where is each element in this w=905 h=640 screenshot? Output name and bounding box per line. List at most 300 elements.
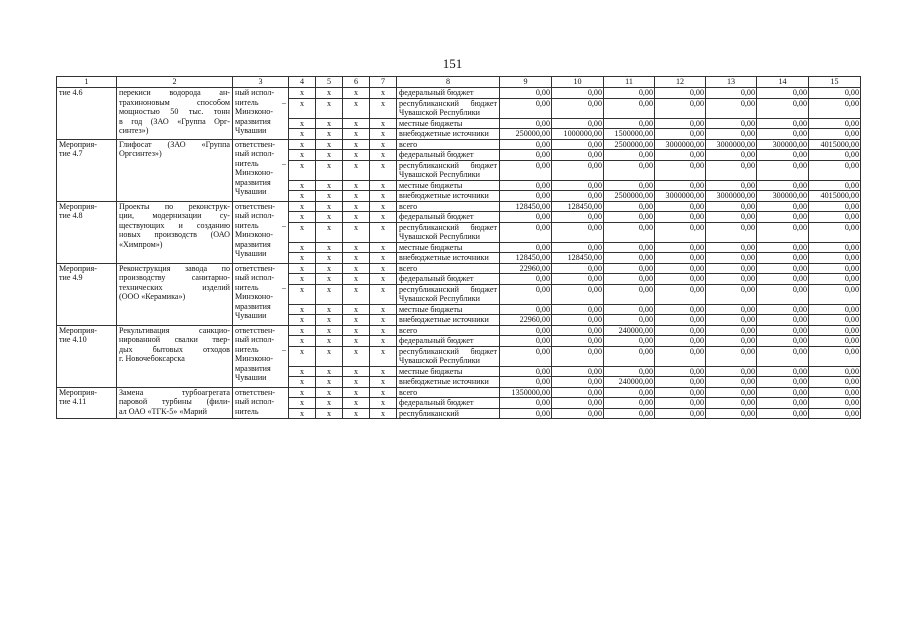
measure-name-line: (ООО «Керамика») (119, 292, 186, 301)
measure-name (117, 139, 233, 201)
amount-cell: 0,00 (604, 98, 655, 118)
funding-source: местные бюджеты (397, 242, 500, 253)
responsible-line: нитель – (235, 282, 286, 292)
header-cell: 3 (233, 77, 289, 88)
amount-cell: 22960,00 (500, 263, 552, 274)
x-mark-cell: х (316, 315, 343, 326)
responsible-line: нитель – (235, 344, 286, 354)
amount-cell: 0,00 (500, 336, 552, 347)
responsible-line: мразвития (235, 239, 271, 249)
header-cell: 2 (117, 77, 233, 88)
x-mark-cell: х (370, 263, 397, 274)
measure-name-line: трахиноновым способом (119, 97, 230, 107)
amount-cell: 0,00 (604, 180, 655, 191)
amount-cell: 0,00 (809, 212, 861, 223)
responsible-line: Минэконо- (235, 230, 273, 239)
amount-cell: 0,00 (552, 346, 604, 366)
x-mark-cell: х (370, 139, 397, 150)
funding-source: всего (397, 387, 500, 398)
amount-cell: 0,00 (757, 212, 809, 223)
amount-cell: 0,00 (757, 129, 809, 140)
amount-cell: 0,00 (757, 263, 809, 274)
x-mark-cell: х (289, 242, 316, 253)
amount-cell: 0,00 (500, 222, 552, 242)
x-mark-cell: х (370, 191, 397, 202)
table-row (57, 263, 861, 274)
measure-name-line: ции, модернизации су- (119, 211, 230, 220)
x-mark-cell: х (316, 366, 343, 377)
measure-id-line: Мероприя- (59, 139, 97, 149)
amount-cell: 0,00 (552, 242, 604, 253)
amount-cell: 0,00 (500, 398, 552, 409)
amount-cell: 0,00 (500, 118, 552, 129)
responsible-line: Чувашии (235, 249, 267, 258)
responsible-line: нитель – (235, 97, 286, 107)
amount-cell: 0,00 (552, 88, 604, 99)
funding-source: всего (397, 325, 500, 336)
responsible-line: Чувашии (235, 311, 267, 320)
responsible-line: ответствен- (235, 201, 276, 211)
amount-cell: 0,00 (809, 129, 861, 140)
amount-cell: 0,00 (809, 284, 861, 304)
amount-cell: 0,00 (706, 387, 757, 398)
amount-cell: 0,00 (604, 315, 655, 326)
amount-cell: 4015000,00 (809, 139, 861, 150)
amount-cell: 0,00 (757, 98, 809, 118)
measure-name-line: перекиси водорода ан- (119, 88, 230, 97)
x-mark-cell: х (343, 366, 370, 377)
measure-name-line: в год (ЗАО «Группа Орг- (119, 116, 230, 126)
x-mark-cell: х (343, 408, 370, 419)
measure-name-line: дых бытовых отходов (119, 344, 230, 354)
amount-cell: 300000,00 (757, 139, 809, 150)
amount-cell: 0,00 (757, 398, 809, 409)
amount-cell: 0,00 (809, 150, 861, 161)
amount-cell: 0,00 (552, 98, 604, 118)
x-mark-cell: х (316, 242, 343, 253)
x-mark-cell: х (343, 212, 370, 223)
responsible-line: мразвития (235, 116, 271, 126)
x-mark-cell: х (289, 222, 316, 242)
x-mark-cell: х (316, 304, 343, 315)
amount-cell: 0,00 (604, 118, 655, 129)
amount-cell: 0,00 (655, 408, 706, 419)
x-mark-cell: х (316, 191, 343, 202)
funding-source: федеральный бюджет (397, 212, 500, 223)
x-mark-cell: х (316, 336, 343, 347)
funding-source: федеральный бюджет (397, 398, 500, 409)
amount-cell: 0,00 (552, 222, 604, 242)
measure-name-line: ал ОАО «ТГК-5» «Марий (119, 406, 207, 416)
amount-cell: 0,00 (809, 242, 861, 253)
measure-name-line: Оргсинтез») (119, 149, 162, 158)
amount-cell: 3000000,00 (655, 191, 706, 202)
table-row (57, 325, 861, 336)
funding-source: местные бюджеты (397, 366, 500, 377)
responsible-line: ответствен- (235, 325, 276, 335)
measure-name-line: синтез») (119, 126, 149, 135)
amount-cell: 0,00 (655, 180, 706, 191)
x-mark-cell: х (316, 160, 343, 180)
x-mark-cell: х (370, 387, 397, 398)
measure-id (57, 387, 117, 419)
x-mark-cell: х (316, 201, 343, 212)
x-mark-cell: х (343, 98, 370, 118)
amount-cell: 0,00 (706, 88, 757, 99)
amount-cell: 0,00 (706, 118, 757, 129)
amount-cell: 0,00 (604, 150, 655, 161)
amount-cell: 0,00 (655, 387, 706, 398)
x-mark-cell: х (289, 325, 316, 336)
responsible-line: ный испол- (235, 88, 275, 97)
responsible-line: ный испол- (235, 273, 275, 282)
x-mark-cell: х (316, 346, 343, 366)
amount-cell: 0,00 (604, 304, 655, 315)
x-mark-cell: х (289, 88, 316, 99)
amount-cell: 4015000,00 (809, 191, 861, 202)
amount-cell: 0,00 (552, 160, 604, 180)
measure-name-line: производству санитарно- (119, 273, 230, 282)
measure-name-line: нированной свалки твер- (119, 335, 230, 344)
amount-cell: 0,00 (809, 180, 861, 191)
x-mark-cell: х (316, 88, 343, 99)
x-mark-cell: х (370, 346, 397, 366)
amount-cell: 0,00 (757, 253, 809, 264)
responsible-executor (233, 325, 289, 387)
x-mark-cell: х (343, 129, 370, 140)
amount-cell: 0,00 (655, 222, 706, 242)
funding-source: республиканский бюджет Чувашской Республики (397, 346, 500, 366)
x-mark-cell: х (289, 139, 316, 150)
amount-cell: 0,00 (604, 253, 655, 264)
amount-cell: 0,00 (500, 150, 552, 161)
amount-cell: 0,00 (706, 346, 757, 366)
amount-cell: 0,00 (757, 377, 809, 388)
amount-cell: 0,00 (706, 304, 757, 315)
measure-id-line: тие 4.9 (59, 273, 83, 282)
x-mark-cell: х (343, 180, 370, 191)
amount-cell: 0,00 (809, 408, 861, 419)
amount-cell: 0,00 (757, 160, 809, 180)
amount-cell: 0,00 (706, 150, 757, 161)
x-mark-cell: х (316, 263, 343, 274)
amount-cell: 0,00 (757, 88, 809, 99)
responsible-line: нитель (235, 406, 259, 416)
x-mark-cell: х (343, 88, 370, 99)
amount-cell: 0,00 (757, 222, 809, 242)
responsible-executor (233, 387, 289, 419)
amount-cell: 3000000,00 (655, 139, 706, 150)
x-mark-cell: х (289, 336, 316, 347)
x-mark-cell: х (316, 408, 343, 419)
x-mark-cell: х (343, 201, 370, 212)
amount-cell: 0,00 (757, 325, 809, 336)
amount-cell: 0,00 (809, 98, 861, 118)
amount-cell: 0,00 (809, 201, 861, 212)
amount-cell: 0,00 (706, 212, 757, 223)
amount-cell: 0,00 (757, 346, 809, 366)
header-cell: 4 (289, 77, 316, 88)
measure-id-line: тие 4.8 (59, 211, 83, 220)
x-mark-cell: х (316, 129, 343, 140)
header-row (57, 77, 861, 88)
measure-name-line: «Химпром») (119, 239, 163, 249)
amount-cell: 0,00 (655, 346, 706, 366)
amount-cell: 0,00 (757, 387, 809, 398)
x-mark-cell: х (370, 118, 397, 129)
funding-source: федеральный бюджет (397, 336, 500, 347)
amount-cell: 0,00 (706, 222, 757, 242)
table-row (57, 387, 861, 398)
measure-id-line: тие 4.6 (59, 88, 83, 97)
responsible-line: Минэконо- (235, 292, 273, 301)
measure-name-line: Рекультивация санкцио- (119, 325, 230, 335)
x-mark-cell: х (370, 274, 397, 285)
funding-source: всего (397, 139, 500, 150)
funding-source: всего (397, 201, 500, 212)
x-mark-cell: х (289, 284, 316, 304)
amount-cell: 0,00 (655, 274, 706, 285)
x-mark-cell: х (370, 315, 397, 326)
amount-cell: 0,00 (604, 336, 655, 347)
amount-cell: 0,00 (604, 387, 655, 398)
funding-source: федеральный бюджет (397, 274, 500, 285)
amount-cell: 0,00 (655, 98, 706, 118)
measure-name (117, 88, 233, 140)
x-mark-cell: х (289, 212, 316, 223)
amount-cell: 0,00 (604, 284, 655, 304)
amount-cell: 0,00 (604, 398, 655, 409)
header-cell: 8 (397, 77, 500, 88)
amount-cell: 0,00 (500, 366, 552, 377)
amount-cell: 1500000,00 (604, 129, 655, 140)
responsible-line: нитель – (235, 220, 286, 230)
header-cell: 10 (552, 77, 604, 88)
amount-cell: 0,00 (809, 304, 861, 315)
amount-cell: 1350000,00 (500, 387, 552, 398)
x-mark-cell: х (289, 180, 316, 191)
amount-cell: 0,00 (757, 408, 809, 419)
measure-id (57, 263, 117, 325)
amount-cell: 0,00 (706, 98, 757, 118)
amount-cell: 0,00 (655, 336, 706, 347)
amount-cell: 0,00 (552, 315, 604, 326)
funding-source: внебюджетные источники (397, 129, 500, 140)
x-mark-cell: х (316, 274, 343, 285)
measure-name-line: мощностью 50 тыс. тонн (119, 107, 230, 116)
amount-cell: 1000000,00 (552, 129, 604, 140)
measure-name-line: ществующих и созданию (119, 220, 230, 230)
amount-cell: 0,00 (655, 253, 706, 264)
header-cell: 6 (343, 77, 370, 88)
amount-cell: 0,00 (706, 284, 757, 304)
amount-cell: 0,00 (706, 366, 757, 377)
amount-cell: 0,00 (706, 201, 757, 212)
amount-cell: 0,00 (655, 160, 706, 180)
amount-cell: 0,00 (552, 191, 604, 202)
amount-cell: 0,00 (500, 242, 552, 253)
amount-cell: 0,00 (655, 150, 706, 161)
amount-cell: 0,00 (809, 263, 861, 274)
amount-cell: 0,00 (500, 98, 552, 118)
amount-cell: 0,00 (552, 387, 604, 398)
x-mark-cell: х (289, 160, 316, 180)
funding-source: федеральный бюджет (397, 150, 500, 161)
responsible-executor (233, 201, 289, 263)
amount-cell: 0,00 (500, 346, 552, 366)
amount-cell: 0,00 (757, 242, 809, 253)
amount-cell: 0,00 (552, 336, 604, 347)
amount-cell: 0,00 (706, 336, 757, 347)
responsible-line: Чувашии (235, 187, 267, 196)
x-mark-cell: х (370, 366, 397, 377)
x-mark-cell: х (370, 129, 397, 140)
responsible-line: Минэконо- (235, 354, 273, 363)
x-mark-cell: х (343, 398, 370, 409)
responsible-line: Чувашии (235, 373, 267, 382)
x-mark-cell: х (289, 346, 316, 366)
header-cell: 9 (500, 77, 552, 88)
amount-cell: 128450,00 (552, 201, 604, 212)
funding-source: всего (397, 263, 500, 274)
responsible-line: ный испол- (235, 211, 275, 220)
table-row (57, 201, 861, 212)
funding-source: местные бюджеты (397, 180, 500, 191)
amount-cell: 0,00 (706, 253, 757, 264)
amount-cell: 0,00 (706, 274, 757, 285)
amount-cell: 0,00 (552, 274, 604, 285)
amount-cell: 0,00 (552, 377, 604, 388)
x-mark-cell: х (316, 284, 343, 304)
amount-cell: 0,00 (500, 180, 552, 191)
x-mark-cell: х (370, 222, 397, 242)
x-mark-cell: х (343, 377, 370, 388)
x-mark-cell: х (343, 118, 370, 129)
amount-cell: 0,00 (552, 325, 604, 336)
amount-cell: 0,00 (500, 284, 552, 304)
amount-cell: 0,00 (552, 263, 604, 274)
x-mark-cell: х (289, 98, 316, 118)
x-mark-cell: х (370, 242, 397, 253)
measure-id (57, 88, 117, 140)
x-mark-cell: х (289, 191, 316, 202)
responsible-line: ответствен- (235, 263, 276, 273)
amount-cell: 0,00 (809, 325, 861, 336)
amount-cell: 0,00 (655, 242, 706, 253)
x-mark-cell: х (343, 222, 370, 242)
amount-cell: 0,00 (500, 304, 552, 315)
responsible-line: нитель – (235, 158, 286, 168)
amount-cell: 0,00 (655, 377, 706, 388)
amount-cell: 0,00 (706, 160, 757, 180)
amount-cell: 0,00 (552, 366, 604, 377)
x-mark-cell: х (316, 377, 343, 388)
x-mark-cell: х (343, 315, 370, 326)
budget-table (56, 76, 861, 419)
amount-cell: 0,00 (500, 274, 552, 285)
amount-cell: 0,00 (655, 366, 706, 377)
amount-cell: 0,00 (655, 284, 706, 304)
amount-cell: 0,00 (809, 398, 861, 409)
measure-id-line: тие 4.7 (59, 149, 83, 158)
header-cell: 12 (655, 77, 706, 88)
x-mark-cell: х (370, 253, 397, 264)
x-mark-cell: х (289, 129, 316, 140)
amount-cell: 0,00 (655, 88, 706, 99)
header-cell: 13 (706, 77, 757, 88)
x-mark-cell: х (316, 325, 343, 336)
amount-cell: 0,00 (500, 325, 552, 336)
amount-cell: 0,00 (500, 408, 552, 419)
x-mark-cell: х (316, 139, 343, 150)
x-mark-cell: х (289, 274, 316, 285)
amount-cell: 0,00 (552, 180, 604, 191)
amount-cell: 0,00 (809, 253, 861, 264)
x-mark-cell: х (370, 408, 397, 419)
funding-source: внебюджетные источники (397, 191, 500, 202)
amount-cell: 128450,00 (500, 201, 552, 212)
amount-cell: 0,00 (552, 304, 604, 315)
funding-source: республиканский бюджет Чувашской Республики (397, 284, 500, 304)
amount-cell: 0,00 (809, 118, 861, 129)
x-mark-cell: х (343, 274, 370, 285)
amount-cell: 0,00 (500, 377, 552, 388)
measure-name-line: Проекты по реконструк- (119, 201, 230, 211)
x-mark-cell: х (343, 191, 370, 202)
x-mark-cell: х (289, 387, 316, 398)
header-cell: 5 (316, 77, 343, 88)
amount-cell: 0,00 (706, 377, 757, 388)
amount-cell: 0,00 (809, 274, 861, 285)
header-cell: 7 (370, 77, 397, 88)
measure-name-line: Реконструкция завода по (119, 263, 230, 273)
amount-cell: 0,00 (552, 408, 604, 419)
amount-cell: 128450,00 (500, 253, 552, 264)
amount-cell: 0,00 (706, 398, 757, 409)
amount-cell: 128450,00 (552, 253, 604, 264)
amount-cell: 0,00 (809, 387, 861, 398)
x-mark-cell: х (289, 377, 316, 388)
amount-cell: 0,00 (809, 222, 861, 242)
responsible-line: Минэконо- (235, 168, 273, 177)
amount-cell: 0,00 (655, 315, 706, 326)
measure-name (117, 263, 233, 325)
responsible-line: Чувашии (235, 126, 267, 135)
responsible-line: ный испол- (235, 149, 275, 158)
x-mark-cell: х (370, 377, 397, 388)
amount-cell: 0,00 (604, 88, 655, 99)
amount-cell: 0,00 (604, 274, 655, 285)
x-mark-cell: х (370, 325, 397, 336)
table-row (57, 139, 861, 150)
x-mark-cell: х (343, 242, 370, 253)
amount-cell: 0,00 (706, 129, 757, 140)
amount-cell: 0,00 (552, 398, 604, 409)
measure-name-line: Глифосат (ЗАО «Группа (119, 139, 230, 149)
amount-cell: 2500000,00 (604, 191, 655, 202)
amount-cell: 0,00 (604, 242, 655, 253)
amount-cell: 0,00 (500, 88, 552, 99)
x-mark-cell: х (289, 201, 316, 212)
amount-cell: 0,00 (552, 139, 604, 150)
responsible-executor (233, 263, 289, 325)
header-cell: 14 (757, 77, 809, 88)
x-mark-cell: х (316, 118, 343, 129)
funding-source: внебюджетные источники (397, 377, 500, 388)
page-number: 151 (442, 56, 463, 71)
measure-name-line: паровой турбины (фили- (119, 397, 230, 406)
funding-source: местные бюджеты (397, 304, 500, 315)
